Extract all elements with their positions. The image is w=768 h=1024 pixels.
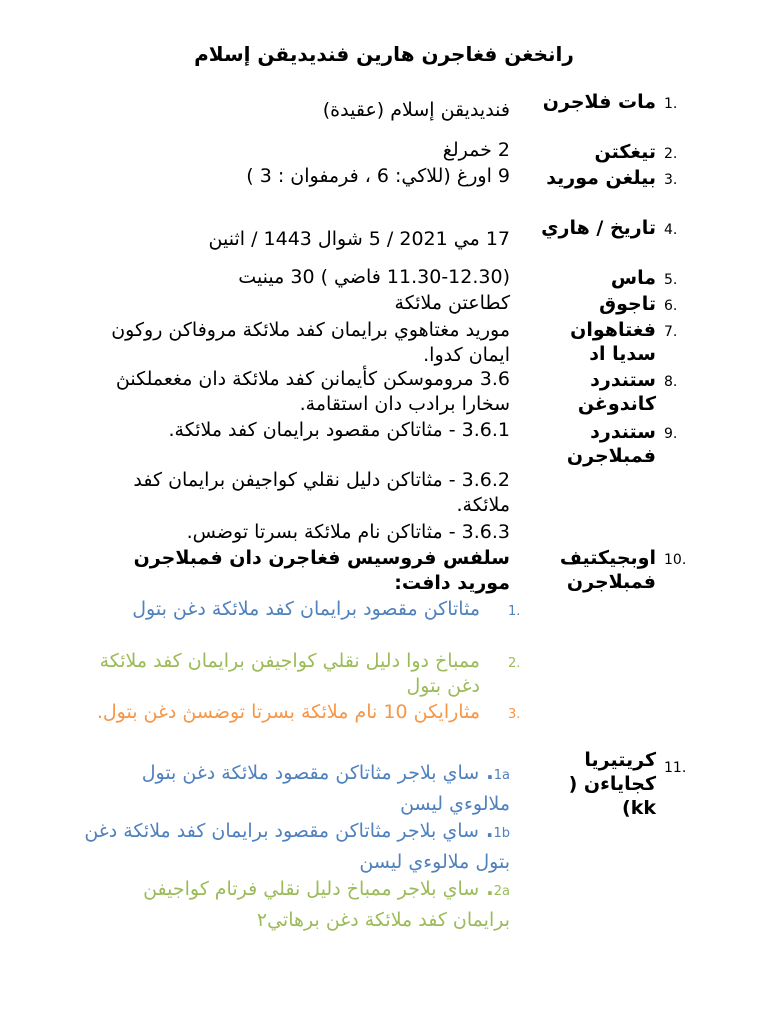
- row-value: (11.30-12.30 فاضي ) 30 مينيت: [238, 266, 510, 288]
- row-number: 9.: [664, 426, 678, 442]
- row-number: 1.: [664, 96, 678, 112]
- row-label: ماس: [610, 267, 656, 289]
- objective-item: ممباخ دوا دليل نقلي كواجيفن برايمان كفد ملائكة دغن بتول: [99, 650, 480, 697]
- row-label: اوبجيكتيف فمبلاجرن: [559, 547, 656, 593]
- row-value: موريد مغتاهوي برايمان كفد ملائكة مروفاكن روكون ايمان كدوا.: [111, 319, 510, 366]
- row-label: ستندرد فمبلاجرن: [566, 421, 656, 467]
- row-number: 3.: [664, 172, 678, 188]
- row-number: 11.: [664, 760, 687, 776]
- criteria-text: ساي بلاجر مثاتاكن مقصود ملائكة دغن بتول ملالوءي ليسن: [141, 762, 510, 815]
- row-label: بيلغن موريد: [546, 167, 656, 189]
- criteria-code: 2a: [493, 884, 510, 899]
- row-label: كريتيريا كجاياءن ( kk): [568, 749, 656, 819]
- list-number: 2.: [508, 656, 521, 671]
- row-label: تاريخ / هاري: [541, 217, 656, 239]
- row-value: كطاعتن ملائكة: [394, 292, 510, 314]
- row-number: 8.: [664, 374, 678, 390]
- list-number: 1.: [508, 604, 521, 619]
- criteria-text: ساي بلاجر ممباخ دليل نقلي فرتام كواجيفن برايمان كفد ملائكة دغن برهاتي٢: [143, 878, 510, 931]
- row-label: ستندرد كاندوغن: [577, 369, 656, 415]
- row-number: 10.: [664, 552, 687, 568]
- row-value: 9 اورغ (للاكي: 6 ، فرمفوان : 3 ): [246, 165, 510, 187]
- row-label: تيغكتن: [594, 141, 656, 163]
- row-label: تاجوق: [599, 293, 656, 315]
- criteria-item: 1b. ساي بلاجر مثاتاكن مقصود برايمان كفد ملائكة دغن بتول ملالوءي ليسن: [84, 818, 510, 873]
- objective-item: مثاتاكن مقصود برايمان كفد ملائكة دغن بتول: [132, 598, 480, 620]
- row-number: 6.: [664, 298, 678, 314]
- row-number: 4.: [664, 222, 678, 238]
- objective-intro: سلفس فروسيس فغاجرن دان فمبلاجرن موريد دافت:: [133, 547, 510, 594]
- standard-item: 3.6.3 - مثاتاكن نام ملائكة بسرتا توضس.: [186, 521, 510, 543]
- row-label: مات فلاجرن: [542, 91, 656, 113]
- list-number: 3.: [508, 707, 521, 722]
- criteria-code: 1b: [493, 826, 510, 841]
- criteria-code: 1a: [493, 768, 510, 783]
- criteria-item: 2a. ساي بلاجر ممباخ دليل نقلي فرتام كواجيفن برايمان كفد ملائكة دغن برهاتي٢: [143, 876, 510, 931]
- objective-item: مثارايكن 10 نام ملائكة بسرتا توضسڽ دغن بتول.: [96, 701, 480, 723]
- row-value: 3.6 مروموسكن كأيمانن كفد ملائكة دان مغعملكنڽ سخارا برادب دان استقامة.: [115, 368, 510, 415]
- row-number: 2.: [664, 146, 678, 162]
- criteria-item: 1a. ساي بلاجر مثاتاكن مقصود ملائكة دغن بتول ملالوءي ليسن: [141, 760, 510, 815]
- row-number: 7.: [664, 324, 678, 340]
- row-value: 17 مي 2021 / 5 شوال 1443 / اثنين: [208, 228, 510, 250]
- standard-item: 3.6.2 - مثاتاكن دليل نقلي كواجيفن برايمان كفد ملائكة.: [133, 469, 510, 516]
- standard-item: 3.6.1 - مثاتاكن مقصود برايمان كفد ملائكة.: [168, 419, 510, 441]
- row-label: فغتاهوان سديا اد: [570, 319, 656, 365]
- row-value: فنديديقن إسلام (عقيدة): [322, 99, 510, 121]
- row-number: 5.: [664, 272, 678, 288]
- document-title: رانخغن فغاجرن هارين فنديديقن إسلام: [194, 42, 574, 66]
- criteria-text: ساي بلاجر مثاتاكن مقصود برايمان كفد ملائكة دغن بتول ملالوءي ليسن: [84, 820, 510, 873]
- row-value: 2 خمرلغ: [442, 139, 510, 161]
